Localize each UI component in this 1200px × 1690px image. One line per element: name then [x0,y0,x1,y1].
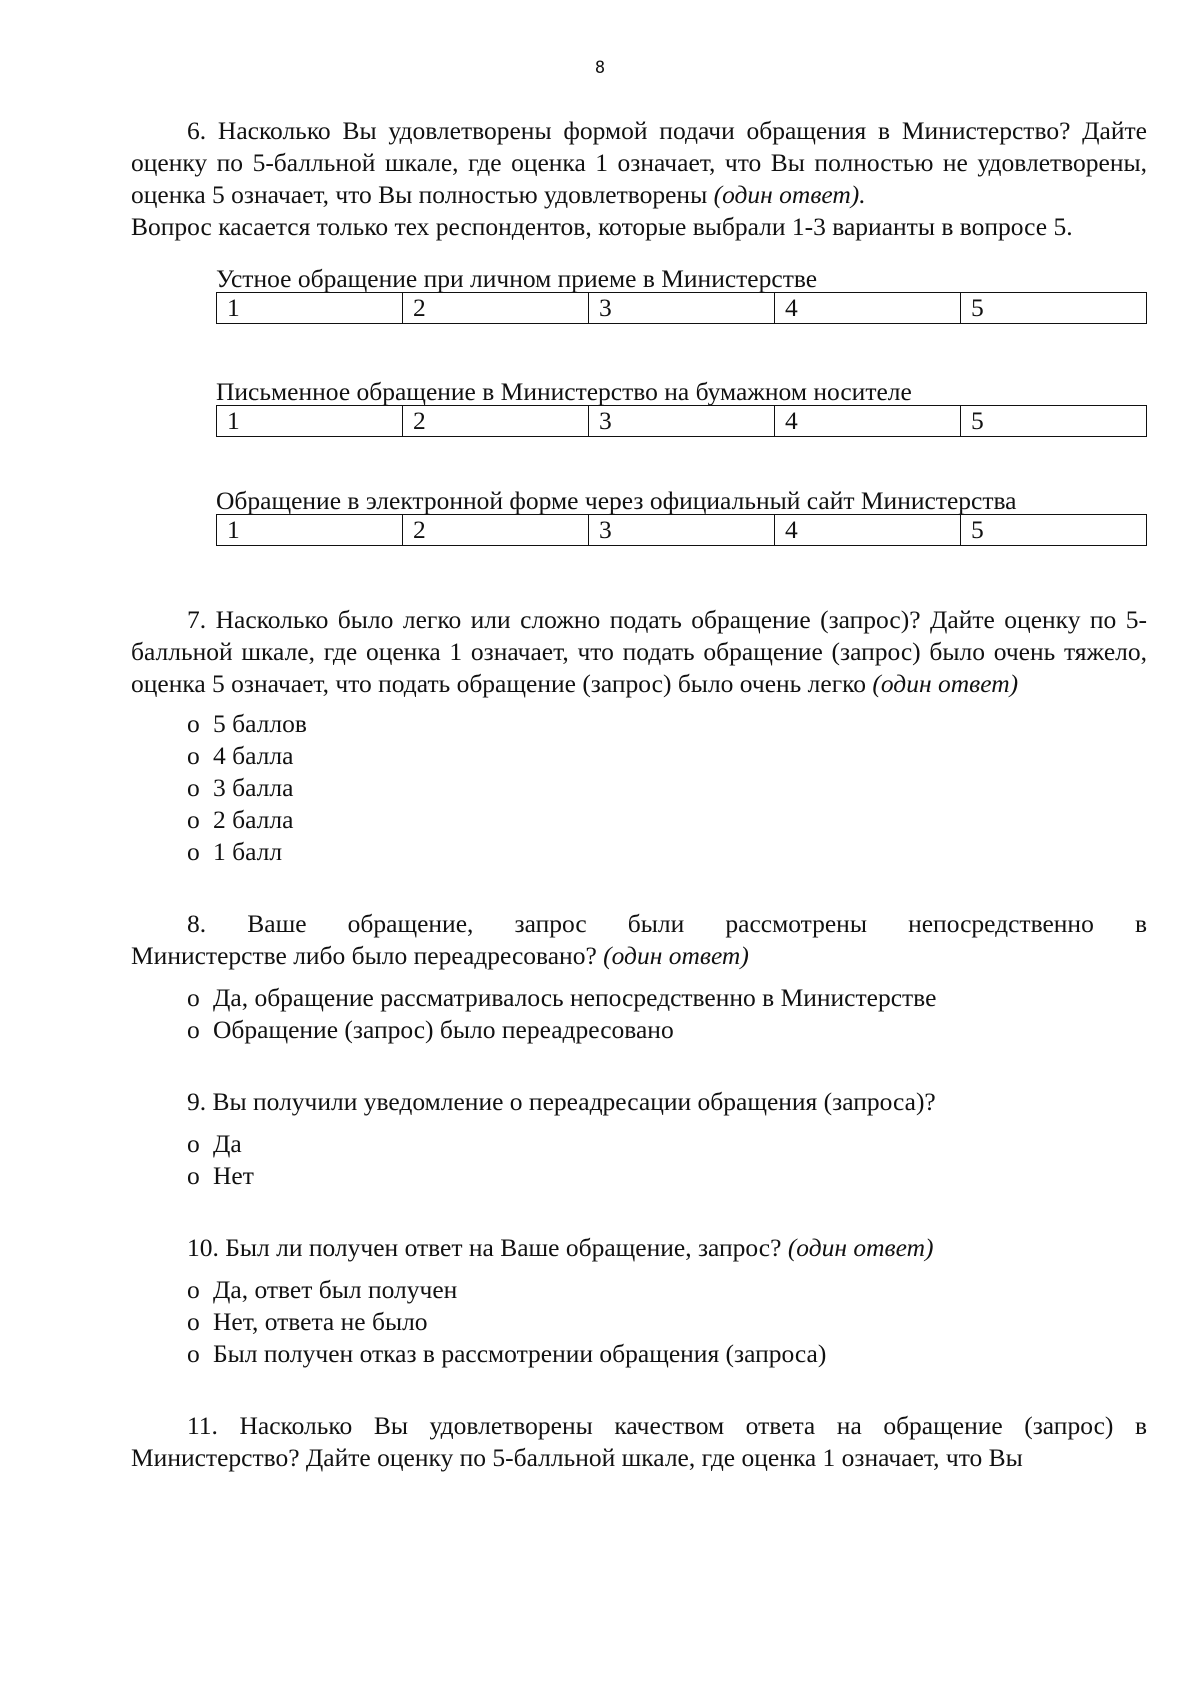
radio-option[interactable]: o Нет [187,1161,254,1190]
question-7 [131,604,1147,700]
rating-cell[interactable]: 1 [217,515,403,546]
rating-cell[interactable]: 3 [589,406,775,437]
document-body [131,115,1147,1474]
question-7-note: (один ответ) [872,669,1019,698]
scale-paper [216,378,1147,437]
radio-bullet-icon: o [187,1015,200,1044]
rating-cell[interactable]: 2 [403,406,589,437]
scale-title: Обращение в электронной форме через официальный сайт Министерства [216,486,1017,515]
radio-bullet-icon: o [187,773,200,802]
question-9-options [131,1128,1147,1192]
question-8-note: (один ответ) [603,941,749,970]
rating-cell[interactable]: 4 [775,406,961,437]
radio-bullet-icon: o [187,741,200,770]
question-11: 11. Насколько Вы удовлетворены качеством ответа на обращение (запрос) в Министерство? Дайте оценку по 5-балльной шкале, где оценка 1 означает, что Вы [131,1411,1147,1472]
radio-bullet-icon: o [187,1275,200,1304]
radio-bullet-icon: o [187,983,200,1012]
rating-cell[interactable]: 1 [217,406,403,437]
scale-oral [216,265,1147,324]
radio-bullet-icon: o [187,709,200,738]
rating-scale-table [216,292,1147,324]
question-6-note: (один ответ). [713,180,866,209]
radio-bullet-icon: o [187,805,200,834]
question-10-note: (один ответ) [787,1233,934,1262]
rating-cell[interactable]: 5 [961,515,1147,546]
radio-bullet-icon: o [187,1339,200,1368]
question-10: 10. Был ли получен ответ на Ваше обращение, запрос? (один ответ) [187,1233,934,1262]
rating-scale-table [216,514,1147,546]
radio-option[interactable]: o 2 балла [187,805,294,834]
question-9: 9. Вы получили уведомление о переадресации обращения (запроса)? [187,1087,936,1116]
radio-option[interactable]: o 5 баллов [187,709,307,738]
scale-electronic [216,487,1147,546]
radio-bullet-icon: o [187,1161,200,1190]
radio-option[interactable]: o Да, ответ был получен [187,1275,458,1304]
rating-cell[interactable]: 1 [217,293,403,324]
rating-cell[interactable]: 4 [775,293,961,324]
question-10-options [131,1274,1147,1370]
radio-option[interactable]: o Обращение (запрос) было переадресовано [187,1015,674,1044]
rating-cell[interactable]: 3 [589,515,775,546]
question-8-line2: Министерстве либо было переадресовано? (один ответ) [131,941,749,970]
radio-bullet-icon: o [187,1307,200,1336]
rating-cell[interactable]: 3 [589,293,775,324]
rating-cell[interactable]: 2 [403,515,589,546]
rating-cell[interactable]: 5 [961,406,1147,437]
radio-option[interactable]: o 4 балла [187,741,294,770]
radio-option[interactable]: o Да [187,1129,242,1158]
radio-bullet-icon: o [187,1129,200,1158]
rating-cell[interactable]: 2 [403,293,589,324]
question-7-text: 7. Насколько было легко или сложно подать обращение (запрос)? Дайте оценку по 5-балльной шкале, где оценка 1 означает, что подать обращение (запрос) было очень тяжело, оценка 5 означает, что подать обращение (запрос) было очень легко [131,605,1147,698]
question-8-line1: 8. Ваше обращение, запрос были рассмотрены непосредственно в [187,909,1147,938]
question-6 [131,115,1147,243]
scale-title: Письменное обращение в Министерство на бумажном носителе [216,377,912,406]
rating-cell[interactable]: 5 [961,293,1147,324]
question-6-text: 6. Насколько Вы удовлетворены формой подачи обращения в Министерство? Дайте оценку по 5-балльной шкале, где оценка 1 означает, что Вы полностью не удовлетворены, оценка 5 означает, что Вы полностью удовлетворены [131,116,1147,209]
question-8-options [131,982,1147,1046]
radio-option[interactable]: o Нет, ответа не было [187,1307,428,1336]
rating-cell[interactable]: 4 [775,515,961,546]
radio-option[interactable]: o Был получен отказ в рассмотрении обращения (запроса) [187,1339,827,1368]
scale-title: Устное обращение при личном приеме в Министерстве [216,264,818,293]
radio-bullet-icon: o [187,837,200,866]
page-number: 8 [594,58,606,78]
rating-scale-table [216,405,1147,437]
radio-option[interactable]: o 1 балл [187,837,283,866]
radio-option[interactable]: o 3 балла [187,773,294,802]
radio-option[interactable]: o Да, обращение рассматривалось непосредственно в Министерстве [187,983,937,1012]
question-6-text2: Вопрос касается только тех респондентов, которые выбрали 1-3 варианты в вопросе 5. [131,212,1073,241]
question-7-options [131,708,1147,868]
